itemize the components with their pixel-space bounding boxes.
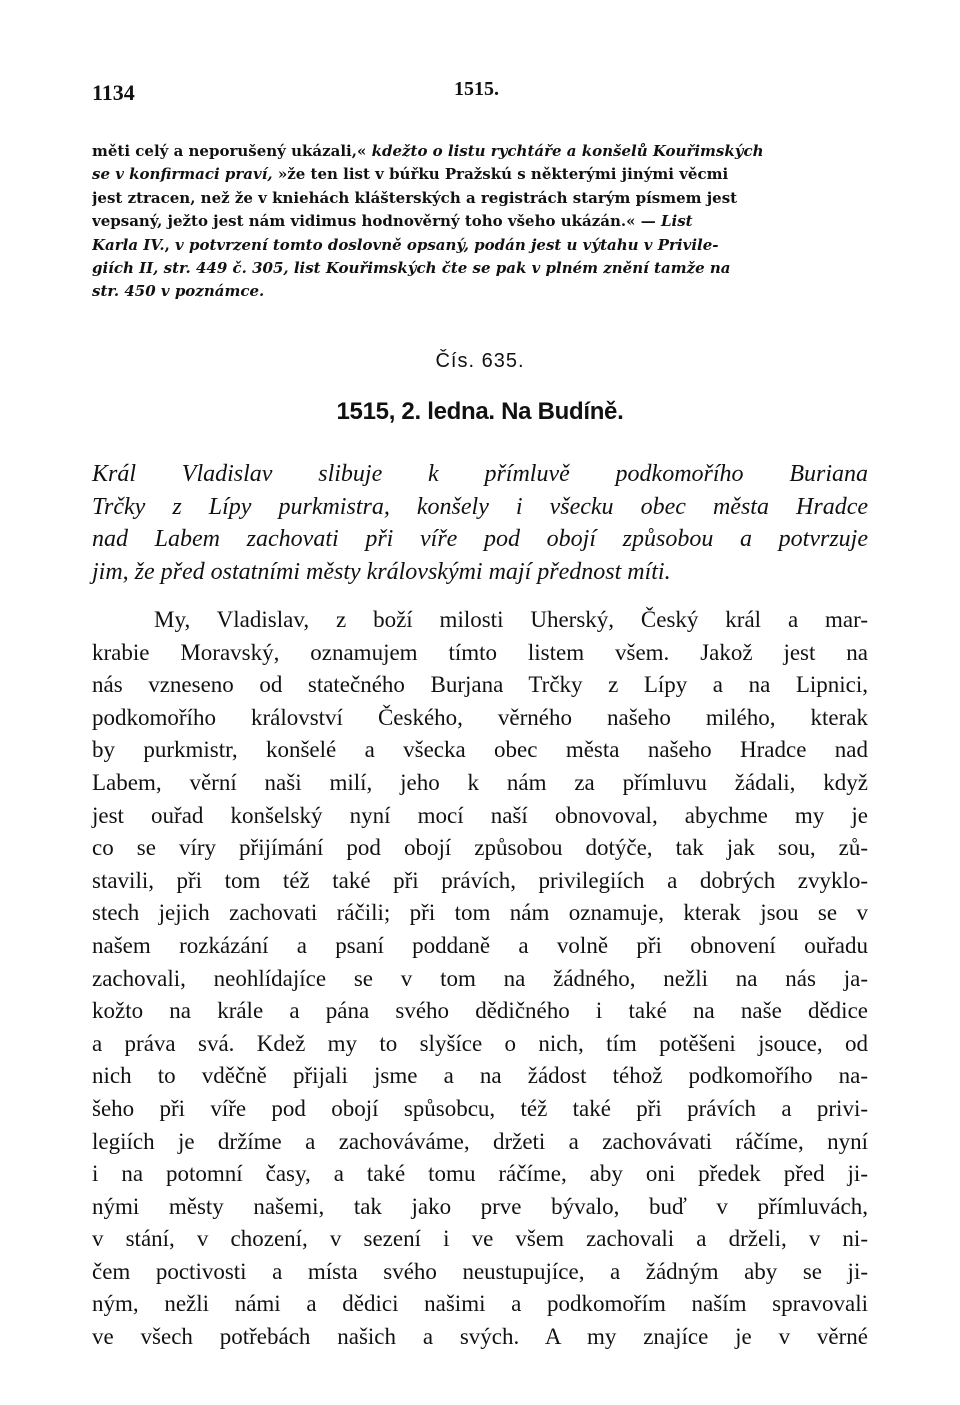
note-italic-text: se v konfirmaci praví,: [92, 165, 278, 184]
note-italic-text: Karla IV.: [92, 235, 165, 254]
body-line: co se víry přijímání pod obojí způsobou dotýče, tak jak sou, zů-: [92, 835, 868, 861]
body-line: nás vzneseno od statečného Burjana Trčky z Lípy a na Lipnici,: [92, 672, 868, 698]
body-line: stech jejich zachovati ráčili; při tom nám oznamuje, kterak jsou se v: [92, 900, 868, 926]
body-line: čem poctivosti a místa svého neustupujíce, a žádným aby se ji-: [92, 1258, 868, 1284]
running-header-year: 1515.: [454, 78, 499, 100]
body-line: stavili, při tom též také při právích, privilegiích a dobrých zvyklo-: [92, 867, 868, 893]
note-text: jest ztracen, než že v kniehách klášterských a registrách starým písmem jest: [92, 188, 738, 207]
note-line: [92, 234, 868, 257]
note-italic-text: List: [660, 212, 693, 231]
document-dateline: 1515, 2. ledna. Na Budíně.: [336, 398, 624, 425]
previous-document-note: [92, 140, 868, 304]
body-line: ným, nežli námi a dědici našimi a podkomořím naším spravovali: [92, 1291, 868, 1317]
note-line: [92, 163, 868, 186]
note-text: »že ten list v búřku Pražskú s některými jinými věcmi: [277, 165, 729, 184]
document-number: Čís. 635.: [435, 350, 525, 372]
summary-line: nad Labem zachovati při víře pod obojí způsobou a potvrzuje: [92, 526, 868, 552]
body-line: našem rozkázání a psaní poddaně a volně při obnovení ouřadu: [92, 932, 868, 958]
note-line: [92, 210, 868, 233]
body-line: v stání, v chození, v sezení i ve všem zachovali a drželi, v ni-: [92, 1226, 868, 1252]
body-line: nich to vděčně přijali jsme a na žádost téhož podkomořího na-: [92, 1063, 868, 1089]
body-line: legiích je držíme a zachováváme, držeti a zachovávati ráčíme, nyní: [92, 1128, 868, 1154]
summary-line: jim, že před ostatními městy královskými mají přednost míti.: [92, 558, 671, 585]
body-line: nými městy našemi, tak jako prve bývalo, buď v přímluvách,: [92, 1193, 868, 1219]
document-body-text: [92, 604, 868, 1354]
body-line: by purkmistr, konšelé a všecka obec města našeho Hradce nad: [92, 737, 868, 763]
note-italic-text: str. 450 v poznámce.: [92, 282, 265, 301]
body-line: šeho při víře pod obojí spůsobcu, též také při právích a privi-: [92, 1095, 868, 1121]
body-line: ve všech potřebách našich a svých. A my znajíce je v věrné: [92, 1324, 868, 1350]
note-italic-text: giích II, str. 449 č. 305, list Kouřimských čte se pak v plném znění tamže na: [92, 258, 731, 277]
note-text: ,: [164, 235, 176, 254]
body-line: zachovali, neohlídajíce se v tom na žádného, nežli na nás ja-: [92, 965, 868, 991]
body-line: i na potomní časy, a také tomu ráčíme, aby oni předek před ji-: [92, 1161, 868, 1187]
body-line: krabie Moravský, oznamujem tímto listem všem. Jakož jest na: [92, 639, 868, 665]
page-header: [92, 80, 868, 120]
body-line: jest ouřad konšelský nyní mocí naší obnovoval, abychme my je: [92, 802, 868, 828]
note-text: vepsaný, ježto jest nám vidimus hodnověrný toho všeho ukázán.« —: [92, 212, 661, 231]
note-text: měti celý a neporušený ukázali,«: [92, 142, 372, 160]
body-line: podkomořího království Českého, věrného našeho milého, kterak: [92, 704, 868, 730]
summary-line: Král Vladislav slibuje k přímluvě podkomořího Buriana: [92, 461, 868, 487]
body-line: kožto na krále a pána svého dědičného i také na naše dědice: [92, 998, 868, 1024]
page-number: 1134: [92, 80, 135, 105]
body-line: Labem, věrní naši milí, jeho k nám za přímluvu žádali, když: [92, 769, 868, 795]
note-italic-text: v potvrzení tomto doslovně opsaný, podán jest u výtahu v Privile-: [175, 235, 719, 254]
note-italic-text: kdežto o listu rychtáře a konšelů Kouřimských: [371, 142, 764, 160]
note-line: [92, 280, 868, 303]
note-line: [92, 257, 868, 280]
document-summary: [92, 458, 868, 588]
summary-line: Trčky z Lípy purkmistra, konšely i všecku obec města Hradce: [92, 493, 868, 520]
body-line: a práva svá. Kdež my to slyšíce o nich, tím potěšeni jsouce, od: [92, 1030, 868, 1056]
note-line: [92, 140, 868, 163]
note-line: [92, 187, 868, 210]
body-first-line: My, Vladislav, z boží milosti Uherský, Český král a mar-: [154, 607, 868, 632]
